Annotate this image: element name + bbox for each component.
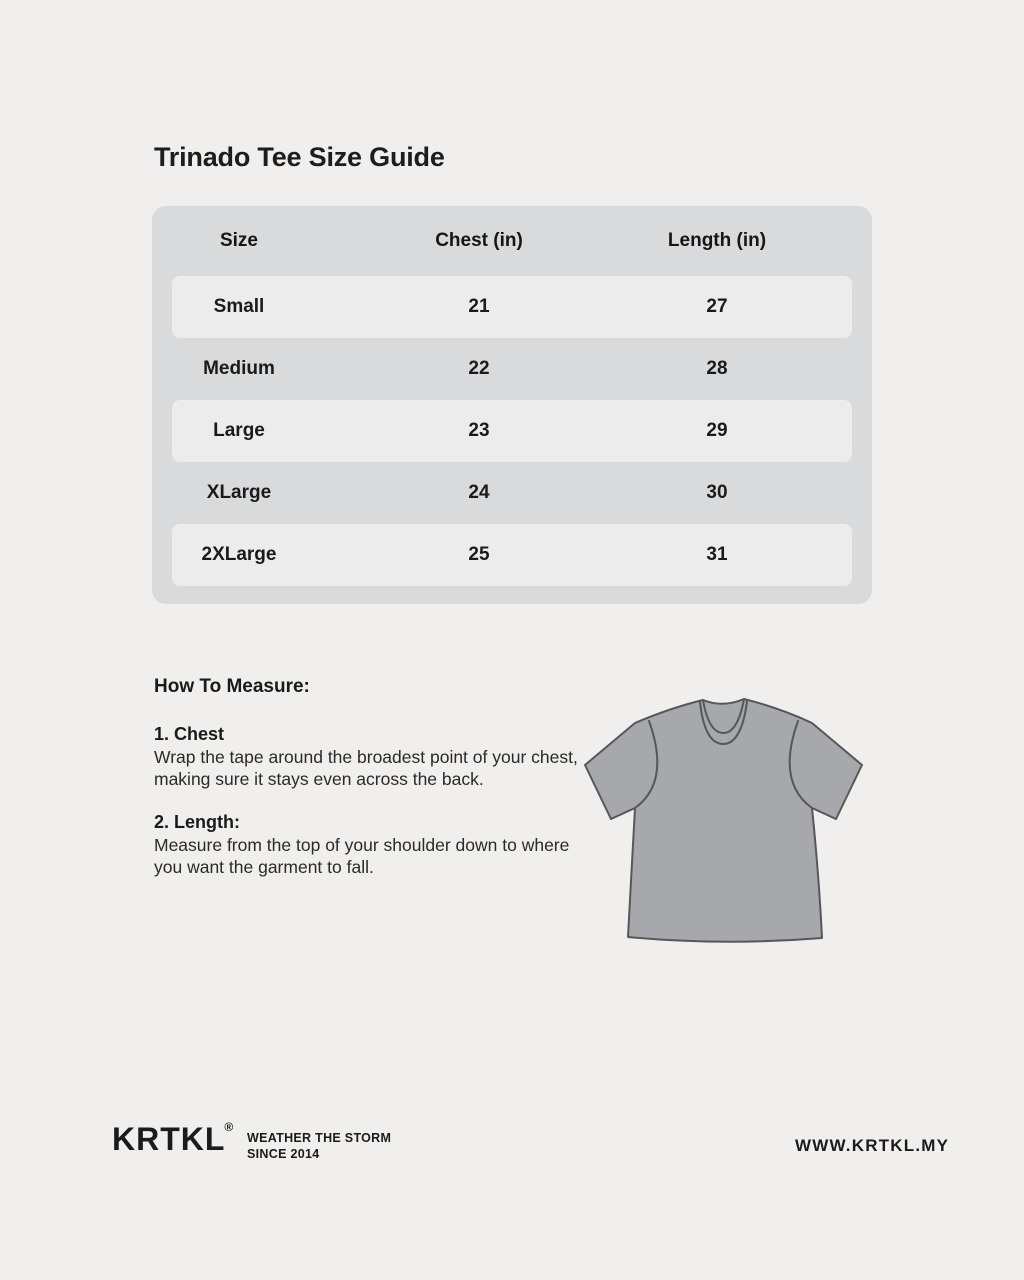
step-description: Measure from the top of your shoulder down to where you want the garment to fall. [154,835,570,877]
size-table-header-row [172,206,852,276]
measure-step-length [154,812,586,878]
column-header-chest: Chest (in) [435,230,523,251]
length-cell: 31 [706,544,728,565]
table-row-small [172,276,852,338]
size-cell: 2XLarge [201,544,277,565]
length-cell: 30 [706,482,728,503]
chest-cell: 21 [468,296,490,317]
size-cell: XLarge [206,482,272,503]
length-cell: 27 [706,296,728,317]
step-label: 1. Chest [154,724,225,744]
step-description: Wrap the tape around the broadest point of your chest, making sure it stays even across the back. [154,747,578,789]
table-row-xlarge [172,462,852,524]
chest-cell: 22 [468,358,490,379]
measure-step-chest [154,724,586,790]
brand-tagline [247,1131,391,1162]
chest-cell: 25 [468,544,490,565]
length-cell: 28 [706,358,728,379]
brand-logo-text: KRTKL [112,1121,226,1157]
tagline-line-2: SINCE 2014 [247,1146,320,1161]
tshirt-illustration [575,665,895,965]
column-header-length: Length (in) [667,230,767,251]
table-row-2xlarge [172,524,852,586]
length-cell: 29 [706,420,728,441]
size-cell: Small [213,296,265,317]
table-row-large [172,400,852,462]
tagline-line-1: WEATHER THE STORM [247,1131,392,1145]
how-to-measure-heading: How To Measure: [154,676,310,697]
size-cell: Medium [203,358,275,379]
website-url: WWW.KRTKL.MY [795,1136,950,1155]
page-title: Trinado Tee Size Guide [154,142,445,172]
table-row-medium [172,338,852,400]
chest-cell: 24 [468,482,490,503]
how-to-measure-section [154,676,586,900]
tshirt-icon [575,665,895,965]
brand-logo [112,1121,235,1158]
size-cell: Large [213,420,265,441]
size-table-card [152,206,872,604]
registered-trademark-icon: ® [224,1120,235,1134]
column-header-size: Size [219,230,259,251]
step-label: 2. Length: [154,812,240,832]
chest-cell: 23 [468,420,490,441]
